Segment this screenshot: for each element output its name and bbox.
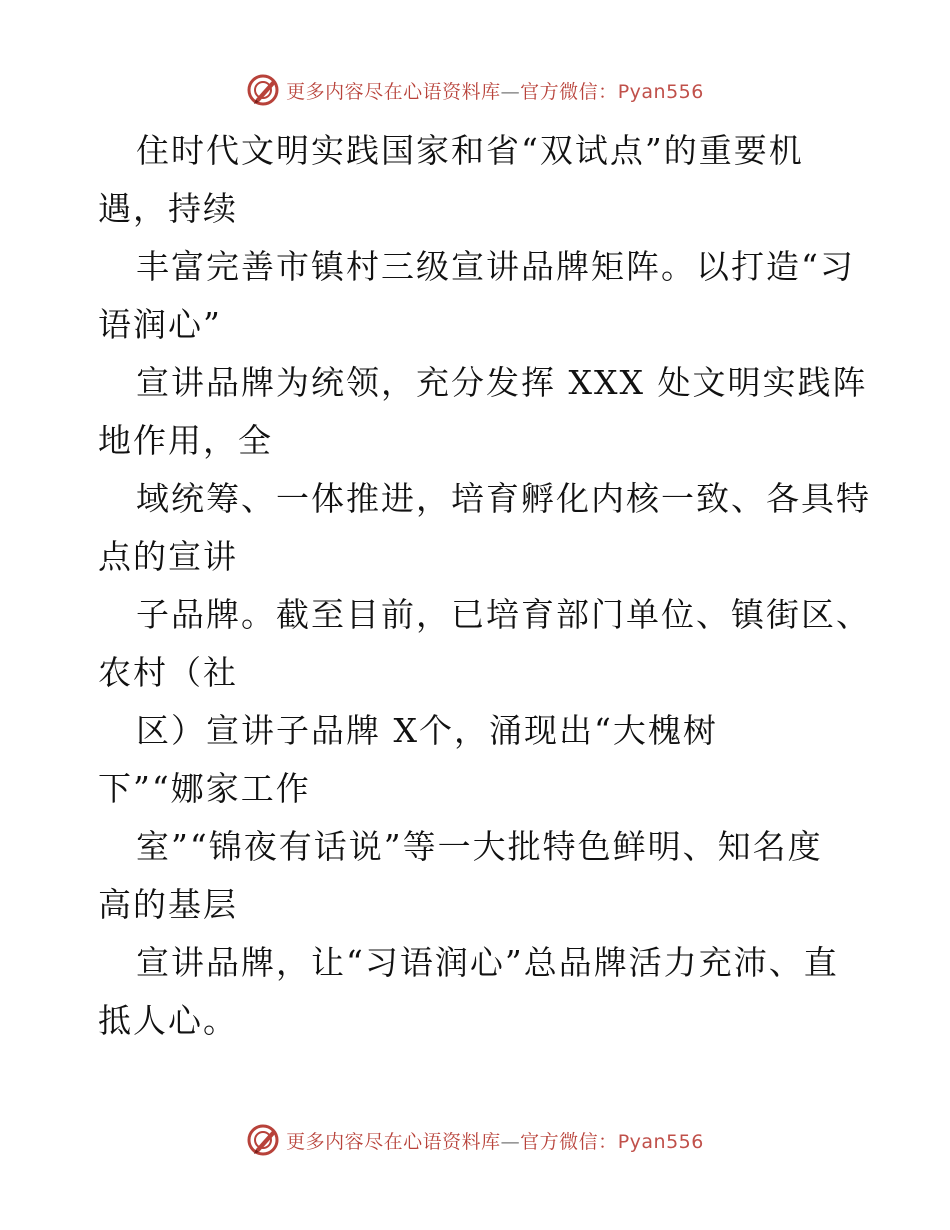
body-line: 点的宣讲 [98,537,238,576]
footer-banner [0,1120,950,1160]
body-line: 丰富完善市镇村三级宣讲品牌矩阵。以打造“习 [136,247,855,286]
body-line: 高的基层 [98,885,238,924]
header-banner-suffix: 官方微信： [520,80,618,103]
body-line: 地作用，全 [98,421,273,460]
document-body [98,122,878,1050]
body-line: 宣讲品牌为统领，充分发挥 XXX 处文明实践阵 [136,363,868,402]
footer-banner-separator: — [500,1130,521,1153]
body-line: 子品牌。截至目前，已培育部门单位、镇街区、 [136,595,871,634]
body-line: 语润心” [98,305,222,344]
body-line: 抵人心。 [98,1001,238,1040]
body-line: 宣讲品牌，让“习语润心”总品牌活力充沛、直 [136,943,839,982]
body-line: 遇，持续 [98,189,238,228]
footer-banner-title: 更多内容尽在心语资料库 [286,1130,501,1153]
body-line: 下”“娜家工作 [98,769,311,808]
header-banner-text [286,77,704,104]
footer-banner-text [286,1127,704,1154]
body-line: 域统筹、一体推进，培育孵化内核一致、各具特 [136,479,871,518]
header-banner-separator: — [500,80,521,103]
pen-logo-icon [246,1123,280,1157]
body-line: 室”“锦夜有话说”等一大批特色鲜明、知名度 [136,827,823,866]
header-banner-account: Pyan556 [617,80,704,103]
footer-banner-suffix: 官方微信： [520,1130,618,1153]
body-line: 农村（社 [98,653,238,692]
header-banner-title: 更多内容尽在心语资料库 [286,80,501,103]
footer-banner-account: Pyan556 [617,1130,704,1153]
body-line: 住时代文明实践国家和省“双试点”的重要机 [136,131,804,170]
header-banner [0,70,950,110]
pen-logo-icon [246,73,280,107]
body-line: 区）宣讲子品牌 X个，涌现出“大槐树 [136,711,718,750]
